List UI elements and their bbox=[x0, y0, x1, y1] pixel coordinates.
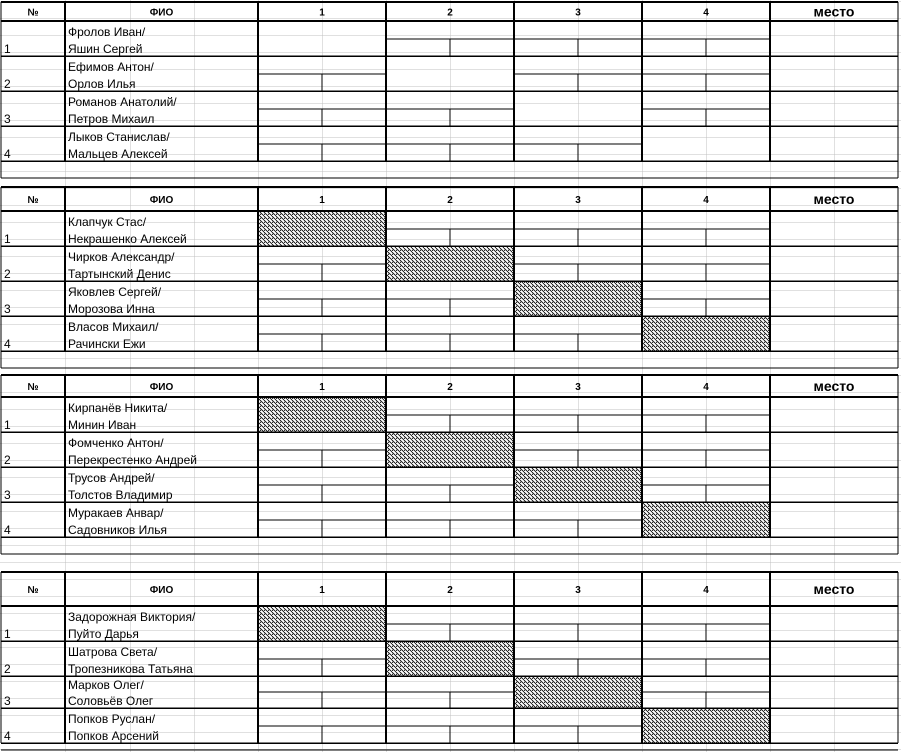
row-number: 3 bbox=[4, 302, 11, 316]
player-name-2: Тропезникова Татьяна bbox=[68, 662, 193, 676]
col-header-name: ФИО bbox=[149, 585, 174, 596]
self-match-cell bbox=[258, 211, 386, 246]
player-name-2: Рачински Ежи bbox=[68, 337, 146, 351]
player-name-1: Ефимов Антон/ bbox=[68, 60, 154, 74]
player-name-2: Попков Арсений bbox=[68, 729, 159, 743]
player-name-1: Яковлев Сергей/ bbox=[68, 285, 162, 299]
row-number: 1 bbox=[4, 627, 11, 641]
col-header-round: 3 bbox=[575, 585, 581, 596]
self-match-cell bbox=[258, 606, 386, 641]
separator-band bbox=[1, 161, 898, 178]
col-header-round: 2 bbox=[447, 585, 453, 596]
player-name-1: Муракаев Анвар/ bbox=[68, 506, 164, 520]
player-name-1: Фролов Иван/ bbox=[68, 25, 146, 39]
row-number: 3 bbox=[4, 112, 11, 126]
self-match-cell bbox=[386, 246, 514, 281]
col-header-round: 2 bbox=[447, 382, 453, 393]
col-header-round: 3 bbox=[575, 7, 581, 19]
col-header-round: 4 bbox=[703, 382, 709, 393]
col-header-name: ФИО bbox=[149, 195, 174, 206]
row-number: 2 bbox=[4, 267, 11, 281]
player-name-2: Петров Михаил bbox=[68, 112, 155, 126]
col-header-round: 1 bbox=[319, 195, 325, 206]
separator-band bbox=[1, 351, 898, 368]
col-header-place: место bbox=[813, 191, 855, 207]
player-name-1: Фомченко Антон/ bbox=[68, 436, 164, 450]
row-number: 4 bbox=[4, 147, 11, 161]
col-header-name: ФИО bbox=[149, 7, 174, 19]
player-name-2: Яшин Сергей bbox=[68, 42, 143, 56]
self-match-cell bbox=[514, 281, 642, 316]
player-name-2: Некрашенко Алексей bbox=[68, 232, 187, 246]
self-match-cell bbox=[386, 641, 514, 676]
col-header-place: место bbox=[813, 378, 855, 394]
self-match-cell bbox=[642, 316, 770, 351]
player-name-2: Пуйто Дарья bbox=[68, 627, 139, 641]
col-header-num: № bbox=[27, 7, 39, 19]
row-number: 4 bbox=[4, 729, 11, 743]
col-header-round: 4 bbox=[703, 7, 709, 19]
col-header-round: 1 bbox=[319, 585, 325, 596]
row-number: 1 bbox=[4, 42, 11, 56]
player-name-2: Перекрестенко Андрей bbox=[68, 453, 197, 467]
player-name-1: Трусов Андрей/ bbox=[68, 471, 155, 485]
col-header-name: ФИО bbox=[149, 382, 174, 393]
player-name-1: Марков Олег/ bbox=[68, 678, 144, 692]
row-number: 2 bbox=[4, 453, 11, 467]
col-header-round: 4 bbox=[703, 195, 709, 206]
player-name-1: Власов Михаил/ bbox=[68, 320, 159, 334]
self-match-cell bbox=[642, 502, 770, 537]
row-number: 2 bbox=[4, 77, 11, 91]
player-name-1: Клапчук Стас/ bbox=[68, 215, 147, 229]
separator-band bbox=[1, 537, 898, 554]
col-header-round: 1 bbox=[319, 7, 325, 19]
player-name-1: Попков Руслан/ bbox=[68, 712, 156, 726]
player-name-2: Соловьёв Олег bbox=[68, 694, 154, 708]
col-header-num: № bbox=[27, 382, 39, 393]
row-number: 4 bbox=[4, 523, 11, 537]
row-number: 3 bbox=[4, 694, 11, 708]
col-header-round: 3 bbox=[575, 382, 581, 393]
col-header-num: № bbox=[27, 585, 39, 596]
player-name-1: Шатрова Света/ bbox=[68, 645, 158, 659]
player-name-2: Морозова Инна bbox=[68, 302, 155, 316]
player-name-2: Минин Иван bbox=[68, 418, 137, 432]
col-header-place: место bbox=[813, 3, 855, 20]
col-header-round: 2 bbox=[447, 7, 453, 19]
self-match-cell bbox=[258, 397, 386, 432]
player-name-2: Орлов Илья bbox=[68, 77, 136, 91]
row-number: 2 bbox=[4, 662, 11, 676]
player-name-2: Толстов Владимир bbox=[68, 488, 173, 502]
player-name-2: Мальцев Алексей bbox=[68, 147, 168, 161]
row-number: 4 bbox=[4, 337, 11, 351]
col-header-round: 1 bbox=[319, 382, 325, 393]
row-number: 3 bbox=[4, 488, 11, 502]
player-name-1: Лыков Станислав/ bbox=[68, 130, 170, 144]
col-header-round: 3 bbox=[575, 195, 581, 206]
row-number: 1 bbox=[4, 418, 11, 432]
player-name-1: Кирпанёв Никита/ bbox=[68, 401, 168, 415]
col-header-round: 4 bbox=[703, 585, 709, 596]
self-match-cell bbox=[386, 432, 514, 467]
self-match-cell bbox=[642, 708, 770, 743]
self-match-cell bbox=[514, 676, 642, 708]
player-name-2: Тартынский Денис bbox=[68, 267, 171, 281]
player-name-2: Садовников Илья bbox=[68, 523, 167, 537]
self-match-cell bbox=[514, 467, 642, 502]
player-name-1: Романов Анатолий/ bbox=[68, 95, 177, 109]
col-header-round: 2 bbox=[447, 195, 453, 206]
player-name-1: Задорожная Виктория/ bbox=[68, 610, 196, 624]
col-header-num: № bbox=[27, 195, 39, 206]
row-number: 1 bbox=[4, 232, 11, 246]
col-header-place: место bbox=[813, 581, 855, 597]
player-name-1: Чирков Александр/ bbox=[68, 250, 175, 264]
